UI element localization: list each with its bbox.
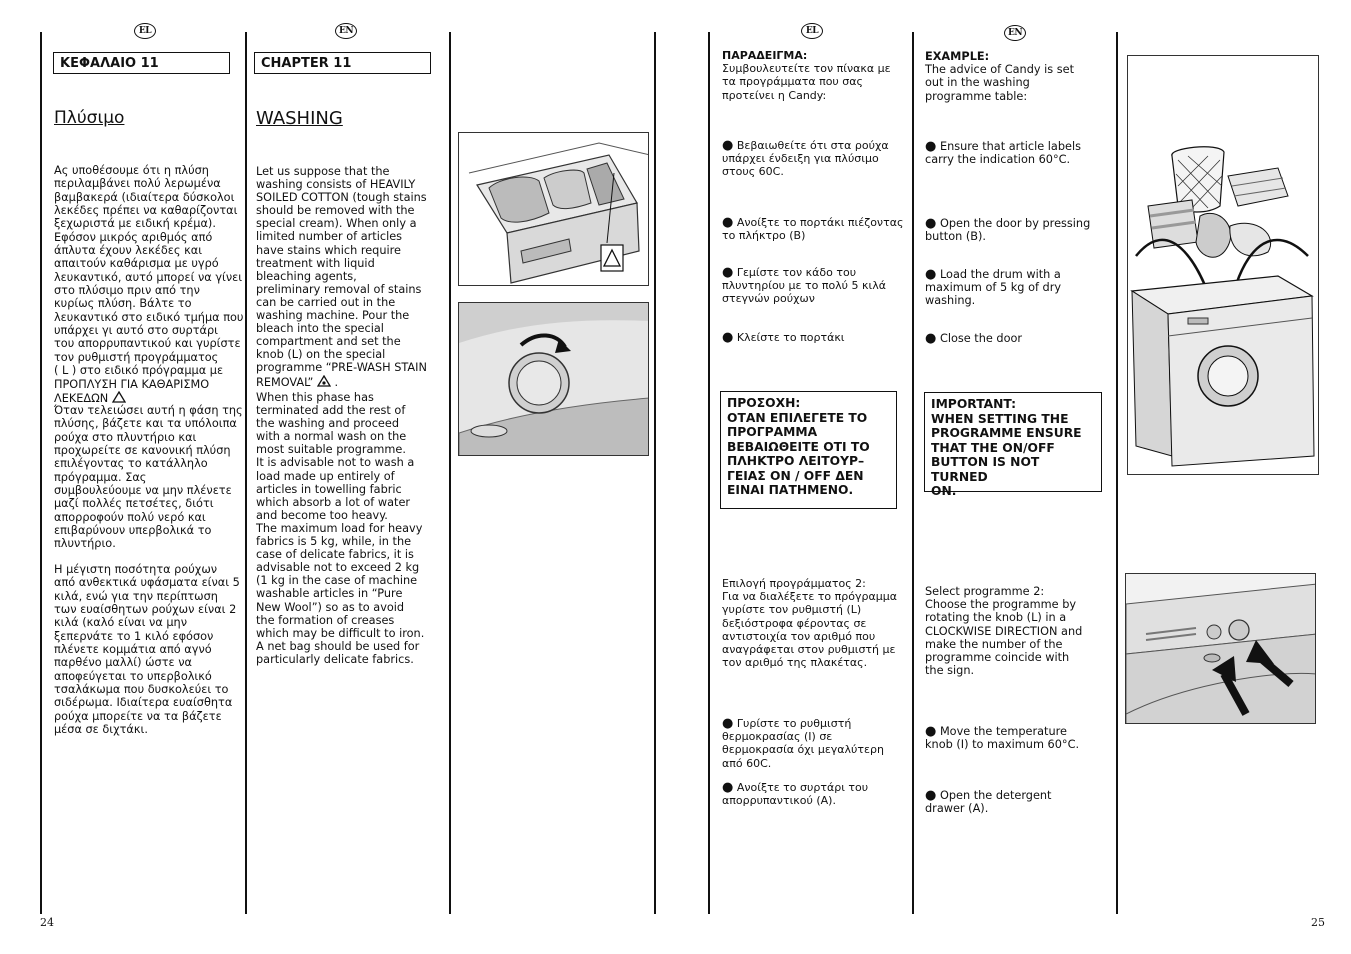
language-badge-en: EN (1004, 25, 1026, 41)
greek-select-programme: Επιλογή προγράμματος 2: Για να διαλέξετε το πρόγραμμα γυρίστε τον ρυθμιστή (L) δεξιόστροφα φέροντας σε αντιστοιχία τον αριθμό που αναγράφεται στον ρυθμιστή με τον αριθμό της πλακέτας. (722, 577, 897, 670)
detergent-drawer-illustration (458, 132, 649, 286)
column-divider (245, 32, 247, 914)
language-badge-el: EL (801, 23, 823, 39)
column-divider (708, 32, 710, 914)
english-example: EXAMPLE: The advice of Candy is set out in the washing programme table: (925, 50, 1075, 103)
column-divider (449, 32, 451, 914)
language-badge-el: EL (134, 23, 156, 39)
english-paragraph-2: When this phase has terminated add the rest of the washing and proceed with a normal wash on the most suitable programme. It is advisable not to wash a load made up entirely of articles in towelling fabric which absorb a lot of water and become too heavy. The maximum load for heavy fabrics is 5 kg, while, in the case of delicate fabrics, it is advisable not to exceed 2 kg (1 kg in the case of machine washable articles in “Pure New Wool”) so as to avoid the formation of creases which may be difficult to iron. A net bag should be used for particularly delicate fabrics. (256, 391, 425, 666)
column-divider (40, 32, 42, 914)
greek-step-door: ● Ανοίξτε το πορτάκι πιέζοντας το πλήκτρο (B) (722, 215, 904, 243)
greek-step-labels: ● Βεβαιωθείτε ότι στα ρούχα υπάρχει ένδειξη για πλύσιμο στους 60C. (722, 138, 889, 179)
greek-paragraph-1: Ας υποθέσουμε ότι η πλύση περιλαμβάνει πολύ λερωμένα βαμβακερά (ιδιαίτερα δύσκολοι λεκέδες πρέπει να καθαρίζονται ξεχωριστά με ειδική κρέμα). Εφόσον μικρός αριθμός από άπλυτα έχουν λεκέδες και απαιτούν καθάρισμα με υγρό λευκαντικό, αυτό μπορεί να γίνει στο πλύσιμο πριν από την κυρίως πλύση. Βάλτε το λευκαντικό στο ειδικό τμήμα που υπάρχει γι αυτό στο συρτάρι του απορρυπαντικού και γυρίστε τον ρυθμιστή προγράμματος ( L ) στο ειδικό πρόγραμμα με ΠΡΟΠΛΥΣΗ ΓΙΑ ΚΑΘΑΡΙΣΜΟ ΛΕΚΕΔΩΝ (54, 164, 244, 405)
chapter-box-english: CHAPTER 11 (254, 52, 431, 74)
english-step-close: ● Close the door (925, 331, 1023, 346)
greek-step-drawer: ● Ανοίξτε το συρτάρι του απορρυπαντικού (A). (722, 780, 869, 808)
english-select-programme: Select programme 2: Choose the programme by rotating the knob (L) in a CLOCKWISE DIRECTION and make the number of the programme coincide with the sign. (925, 585, 1083, 678)
english-paragraph-1: Let us suppose that the washing consists of HEAVILY SOILED COTTON (tough stains should be removed with the special cream). When only a limited number of articles have stains which require treatment with liquid bleaching agents, preliminary removal of stains can be carried out in the washing machine. Pour the bleach into the special compartment and set the knob (L) on the special programme “PRE-WASH STAIN REMOVAL” . (256, 165, 427, 389)
greek-paragraph-2: Όταν τελειώσει αυτή η φάση της πλύσης, βάζετε και τα υπόλοιπα ρούχα στο πλυντήριο και προχωρείτε σε κανονική πλύση επιλέγοντας το κατάλληλο πρόγραμμα. Σας συμβουλεύουμε να μην πλένετε μαζί πολλές πετσέτες, διότι απορροφούν πολύ νερό και επιβαρύνουν υπερβολικά το πλυντήριο. (54, 404, 243, 551)
column-divider (654, 32, 656, 914)
section-title-english: WASHING (256, 108, 343, 129)
greek-warning-box: ΠΡΟΣΟΧΗ: ΟΤΑΝ ΕΠΙΛΕΓΕΤΕ ΤΟ ΠΡΟΓΡΑΜΜΑ ΒΕΒΑΙΩΘΕΙΤΕ ΟΤΙ ΤΟ ΠΛΗΚΤΡΟ ΛΕΙΤΟΥΡ– ΓΕΙΑΣ ON / OFF ΔΕΝ ΕΙΝΑΙ ΠΑΤΗΜΕΝΟ. (720, 391, 897, 509)
english-step-load: ● Load the drum with a maximum of 5 kg of dry washing. (925, 267, 1062, 308)
english-step-drawer: ● Open the detergent drawer (A). (925, 788, 1052, 816)
stain-removal-icon (317, 375, 331, 387)
column-divider (912, 32, 914, 914)
programme-knob-illustration (458, 302, 649, 456)
english-step-door: ● Open the door by pressing button (B). (925, 216, 1091, 244)
page-number-right: 25 (1311, 916, 1325, 929)
english-step-labels: ● Ensure that article labels carry the indication 60°C. (925, 139, 1081, 167)
page-number-left: 24 (40, 916, 54, 929)
control-panel-illustration (1125, 573, 1316, 724)
section-title-greek: Πλύσιμο (54, 108, 125, 128)
greek-step-load: ● Γεμίστε τον κάδο του πλυντηρίου με το πολύ 5 κιλά στεγνών ρούχων (722, 265, 887, 306)
greek-paragraph-3: Η μέγιστη ποσότητα ρούχων από ανθεκτικά υφάσματα είναι 5 κιλά, ενώ για την περίπτωση των ευαίσθητων ρούχων είναι 2 κιλά (καλό είναι να μην ξεπερνάτε το 1 κιλό εφόσον πλένετε κομμάτια από αγνό παρθένο μαλλί) ώστε να αποφεύγεται το υπερβολικό τσαλάκωμα που δυσκολεύει το σιδέρωμα. Ιδιαίτερα ευαίσθητα ρούχα μπορείτε να τα βάζετε μέσα σε διχτάκι. (54, 563, 240, 737)
english-warning-box: IMPORTANT: WHEN SETTING THE PROGRAMME ENSURE THAT THE ON/OFF BUTTON IS NOT TURNED ON. (924, 392, 1102, 492)
language-badge-en: EN (335, 23, 357, 39)
warning-triangle-icon (112, 391, 126, 403)
chapter-box-greek: ΚΕΦΑΛΑΙΟ 11 (53, 52, 230, 74)
laundry-and-machine-illustration (1127, 55, 1319, 475)
greek-example: ΠΑΡΑΔΕΙΓΜΑ: Συμβουλευτείτε τον πίνακα με τα προγράμματα που σας προτείνει η Candy: (722, 49, 891, 102)
english-step-temperature: ● Move the temperature knob (I) to maximum 60°C. (925, 724, 1080, 752)
column-divider (1116, 32, 1118, 914)
greek-step-close: ● Κλείστε το πορτάκι (722, 330, 845, 345)
greek-step-temperature: ● Γυρίστε το ρυθμιστή θερμοκρασίας (I) σε θερμοκρασία όχι μεγαλύτερη από 60C. (722, 716, 884, 770)
